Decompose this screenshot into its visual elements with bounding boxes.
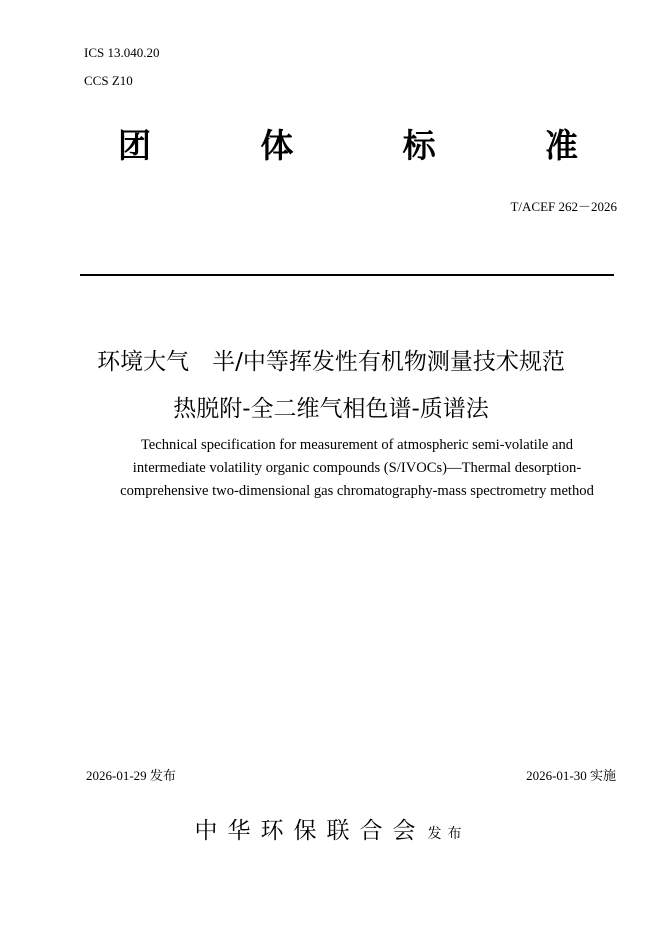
implementation-date: 2026-01-30 实施 (526, 768, 616, 783)
standard-number: T/ACEF 262－2026 (510, 199, 617, 214)
title-english-line: Technical specification for measurement of atmospheric semi-volatile and (140, 437, 574, 453)
publisher-organization: 中华环保联合会 (194, 818, 426, 844)
publisher-issue-label: 发布 (427, 826, 468, 842)
standard-type-char: 标 (402, 126, 436, 165)
standard-type-char: 团 (118, 126, 151, 165)
standard-type-char: 体 (260, 126, 294, 165)
standard-type-char: 准 (544, 126, 578, 165)
title-english (90, 434, 624, 503)
title-english-line: comprehensive two-dimensional gas chromatography-mass spectrometry method (120, 483, 594, 499)
publish-date: 2026-01-29 发布 (86, 768, 176, 783)
ics-code: ICS 13.040.20 (84, 45, 160, 60)
header-divider (80, 274, 614, 276)
standard-type-heading (118, 126, 578, 166)
publisher-line (0, 812, 662, 845)
title-chinese-line2: 热脱附-全二维气相色谱-质谱法 (173, 396, 489, 422)
ccs-code: CCS Z10 (84, 73, 133, 88)
title-english-line: intermediate volatility organic compounds (S/IVOCs)—Thermal desorption- (132, 460, 582, 476)
title-chinese-line1: 环境大气 半/中等挥发性有机物测量技术规范 (97, 349, 565, 375)
